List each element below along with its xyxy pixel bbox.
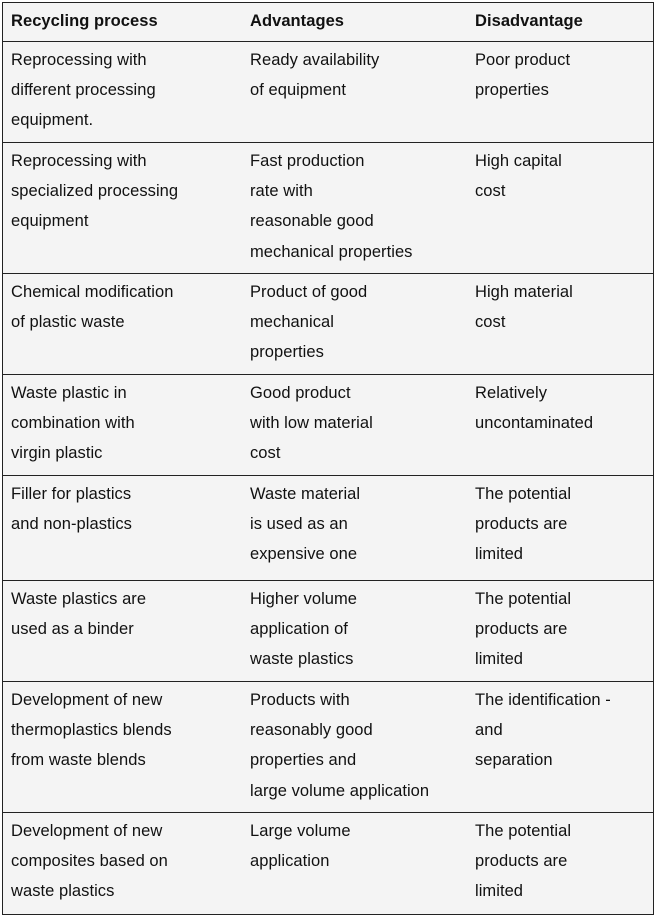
cell-text-line: The potential bbox=[475, 590, 572, 608]
process-cell bbox=[3, 375, 242, 475]
disadvantage-cell bbox=[467, 42, 653, 142]
process-cell bbox=[3, 143, 242, 273]
cell-text-line: The potential bbox=[475, 485, 572, 503]
cell-text-line: Fast production bbox=[250, 152, 365, 170]
table-body bbox=[3, 42, 653, 914]
cell-text-line: Higher volume bbox=[250, 590, 358, 608]
cell-text-line: Development of new bbox=[11, 691, 163, 709]
cell-text-line: Waste material bbox=[250, 485, 361, 503]
cell-text-line: Poor product bbox=[475, 51, 571, 69]
cell-text-line: Good product bbox=[250, 384, 351, 402]
process-cell bbox=[3, 813, 242, 914]
header-disadvantage: Disadvantage bbox=[475, 12, 583, 30]
cell-text-line: used as a binder bbox=[11, 620, 134, 639]
cell-text-line: Reprocessing with bbox=[11, 51, 147, 69]
cell-text-line: Waste plastic in bbox=[11, 384, 127, 402]
cell-text-line: limited bbox=[475, 545, 524, 564]
advantages-cell bbox=[242, 143, 467, 273]
table-row bbox=[3, 42, 653, 143]
cell-text-line: Development of new bbox=[11, 822, 163, 840]
process-cell bbox=[3, 581, 242, 681]
cell-text-line: separation bbox=[475, 751, 553, 770]
cell-text-line: with low material bbox=[250, 414, 373, 433]
cell-text-line: application of bbox=[250, 620, 348, 639]
table-row bbox=[3, 581, 653, 682]
cell-text-line: High material bbox=[475, 283, 573, 301]
process-cell bbox=[3, 274, 242, 374]
recycling-table bbox=[2, 2, 654, 915]
cell-text-line: of plastic waste bbox=[11, 313, 125, 332]
cell-text-line: thermoplastics blends bbox=[11, 721, 172, 740]
cell-text-line: High capital bbox=[475, 152, 562, 170]
cell-text-line: reasonable good bbox=[250, 212, 374, 231]
disadvantage-cell bbox=[467, 143, 653, 273]
advantages-cell bbox=[242, 682, 467, 812]
cell-text-line: large volume application bbox=[250, 781, 430, 800]
cell-text-line: Relatively bbox=[475, 384, 548, 402]
table-row bbox=[3, 375, 653, 476]
cell-text-line: reasonably good bbox=[250, 721, 373, 740]
cell-text-line: waste plastics bbox=[250, 650, 354, 669]
cell-text-line: and non-plastics bbox=[11, 515, 132, 534]
process-cell bbox=[3, 682, 242, 812]
cell-text-line: combination with bbox=[11, 414, 135, 433]
cell-text-line: application bbox=[250, 852, 330, 871]
cell-text-line: Large volume bbox=[250, 822, 351, 840]
cell-text-line: products are bbox=[475, 515, 568, 534]
cell-text-line: products are bbox=[475, 620, 568, 639]
advantages-cell bbox=[242, 274, 467, 374]
cell-text-line: Product of good bbox=[250, 283, 368, 301]
table-header-row bbox=[3, 3, 653, 42]
cell-text-line: of equipment bbox=[250, 81, 346, 100]
table-row bbox=[3, 476, 653, 581]
header-advantages: Advantages bbox=[250, 12, 345, 30]
cell-text-line: equipment. bbox=[11, 111, 94, 130]
process-cell bbox=[3, 476, 242, 580]
cell-text-line: cost bbox=[475, 313, 506, 332]
cell-text-line: cost bbox=[250, 444, 281, 463]
cell-text-line: The identification - bbox=[475, 691, 611, 709]
cell-text-line: virgin plastic bbox=[11, 444, 103, 463]
disadvantage-cell bbox=[467, 813, 653, 914]
cell-text-line: from waste blends bbox=[11, 751, 146, 770]
cell-text-line: cost bbox=[475, 182, 506, 201]
advantages-cell bbox=[242, 476, 467, 580]
cell-text-line: products are bbox=[475, 852, 568, 871]
cell-text-line: equipment bbox=[11, 212, 89, 231]
cell-text-line: Ready availability bbox=[250, 51, 380, 69]
disadvantage-cell bbox=[467, 581, 653, 681]
cell-text-line: limited bbox=[475, 882, 524, 901]
table-row bbox=[3, 682, 653, 813]
disadvantage-cell bbox=[467, 375, 653, 475]
cell-text-line: composites based on bbox=[11, 852, 168, 871]
cell-text-line: waste plastics bbox=[11, 882, 115, 901]
cell-text-line: limited bbox=[475, 650, 524, 669]
table-row bbox=[3, 274, 653, 375]
cell-text-line: different processing bbox=[11, 81, 156, 100]
disadvantage-cell bbox=[467, 476, 653, 580]
disadvantage-cell bbox=[467, 274, 653, 374]
process-cell bbox=[3, 42, 242, 142]
advantages-cell bbox=[242, 581, 467, 681]
cell-text-line: uncontaminated bbox=[475, 414, 594, 433]
cell-text-line: expensive one bbox=[250, 545, 358, 564]
cell-text-line: mechanical bbox=[250, 313, 334, 332]
table-row bbox=[3, 143, 653, 274]
cell-text-line: specialized processing bbox=[11, 182, 179, 201]
cell-text-line: properties bbox=[475, 81, 549, 100]
cell-text-line: Reprocessing with bbox=[11, 152, 147, 170]
cell-text-line: properties and bbox=[250, 751, 357, 770]
cell-text-line: rate with bbox=[250, 182, 313, 201]
table-row bbox=[3, 813, 653, 914]
advantages-cell bbox=[242, 42, 467, 142]
cell-text-line: The potential bbox=[475, 822, 572, 840]
advantages-cell bbox=[242, 375, 467, 475]
cell-text-line: mechanical properties bbox=[250, 242, 413, 261]
header-recycling-process: Recycling process bbox=[11, 12, 158, 30]
cell-text-line: is used as an bbox=[250, 515, 348, 534]
cell-text-line: Filler for plastics bbox=[11, 485, 132, 503]
cell-text-line: Products with bbox=[250, 691, 350, 709]
advantages-cell bbox=[242, 813, 467, 914]
cell-text-line: Chemical modification bbox=[11, 283, 174, 301]
cell-text-line: properties bbox=[250, 343, 324, 362]
cell-text-line: and bbox=[475, 721, 503, 740]
cell-text-line: Waste plastics are bbox=[11, 590, 147, 608]
disadvantage-cell bbox=[467, 682, 653, 812]
